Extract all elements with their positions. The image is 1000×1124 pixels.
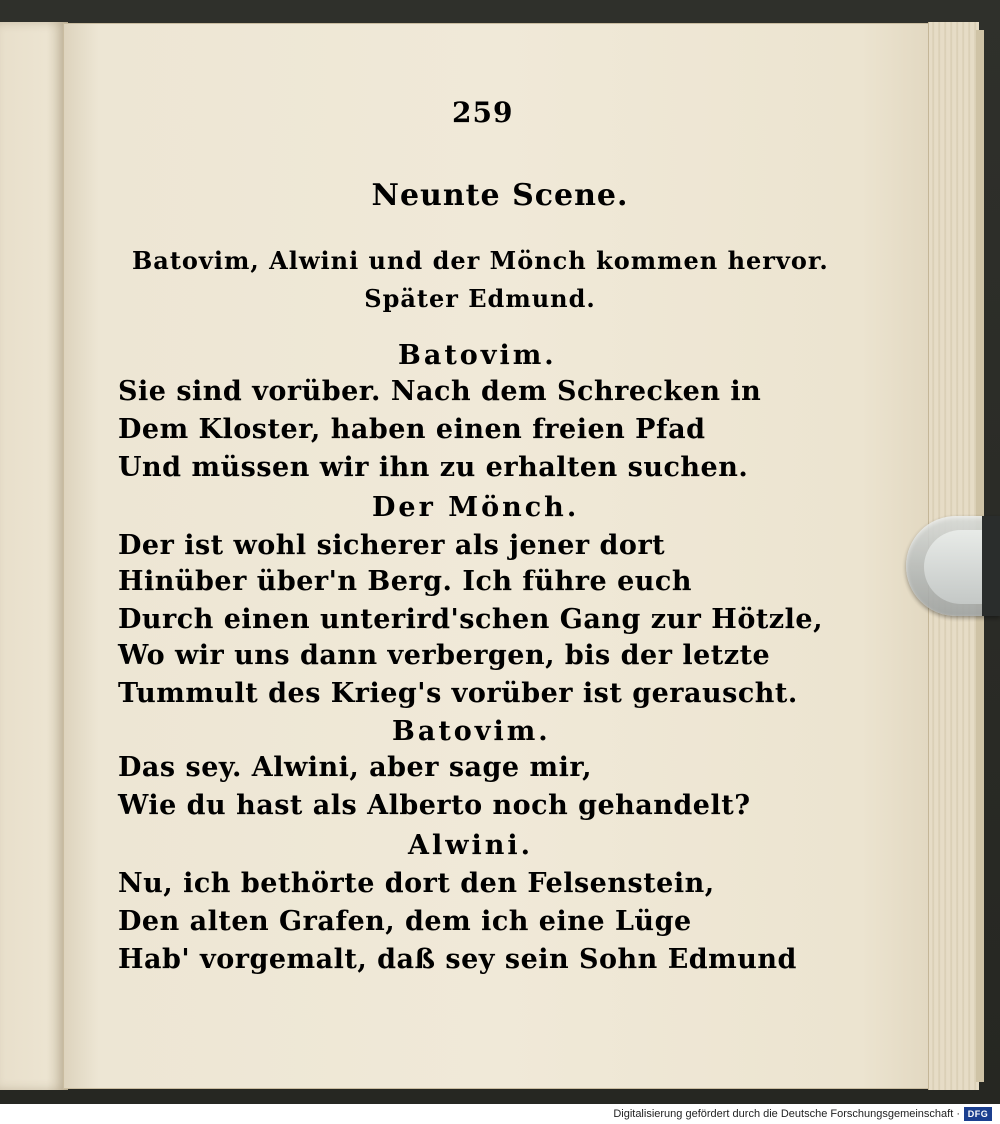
speaker-name: Alwini. [408, 830, 533, 861]
page-clip-shadow [982, 516, 1000, 616]
verse-line: Hab' vorgemalt, daß sey sein Sohn Edmund [118, 944, 797, 975]
verse-line: Tummult des Krieg's vorüber ist gerauscht. [118, 678, 798, 709]
verse-line: Durch einen unterird'schen Gang zur Hötzle, [118, 604, 823, 635]
verse-line: Dem Kloster, haben einen freien Pfad [118, 414, 706, 445]
page-number: 259 [452, 96, 514, 129]
verse-line: Wo wir uns dann verbergen, bis der letzte [118, 640, 771, 671]
verse-line: Nu, ich bethörte dort den Felsenstein, [118, 868, 715, 899]
digitization-credit: Digitalisierung gefördert durch die Deutsche Forschungsgemeinschaft · [613, 1108, 960, 1120]
stage-direction-continued: Später Edmund. [364, 284, 596, 313]
stage-direction: Batovim, Alwini und der Mönch kommen hervor. [132, 246, 829, 275]
verse-line: Das sey. Alwini, aber sage mir, [118, 752, 592, 783]
dfg-logo: DFG [964, 1107, 992, 1121]
verse-line: Und müssen wir ihn zu erhalten suchen. [118, 452, 749, 483]
verse-line: Der ist wohl sicherer als jener dort [118, 530, 666, 561]
verse-line: Den alten Grafen, dem ich eine Lüge [118, 906, 692, 937]
speaker-name: Der Mönch. [372, 492, 580, 523]
speaker-name: Batovim. [398, 340, 557, 371]
speaker-name: Batovim. [392, 716, 551, 747]
verse-line: Sie sind vorüber. Nach dem Schrecken in [118, 376, 762, 407]
verse-line: Hinüber über'n Berg. Ich führe euch [118, 566, 692, 597]
scene-title: Neunte Scene. [371, 178, 629, 213]
verse-line: Wie du hast als Alberto noch gehandelt? [118, 790, 751, 821]
footer-bar [0, 1104, 1000, 1124]
facing-page-left [0, 22, 68, 1090]
